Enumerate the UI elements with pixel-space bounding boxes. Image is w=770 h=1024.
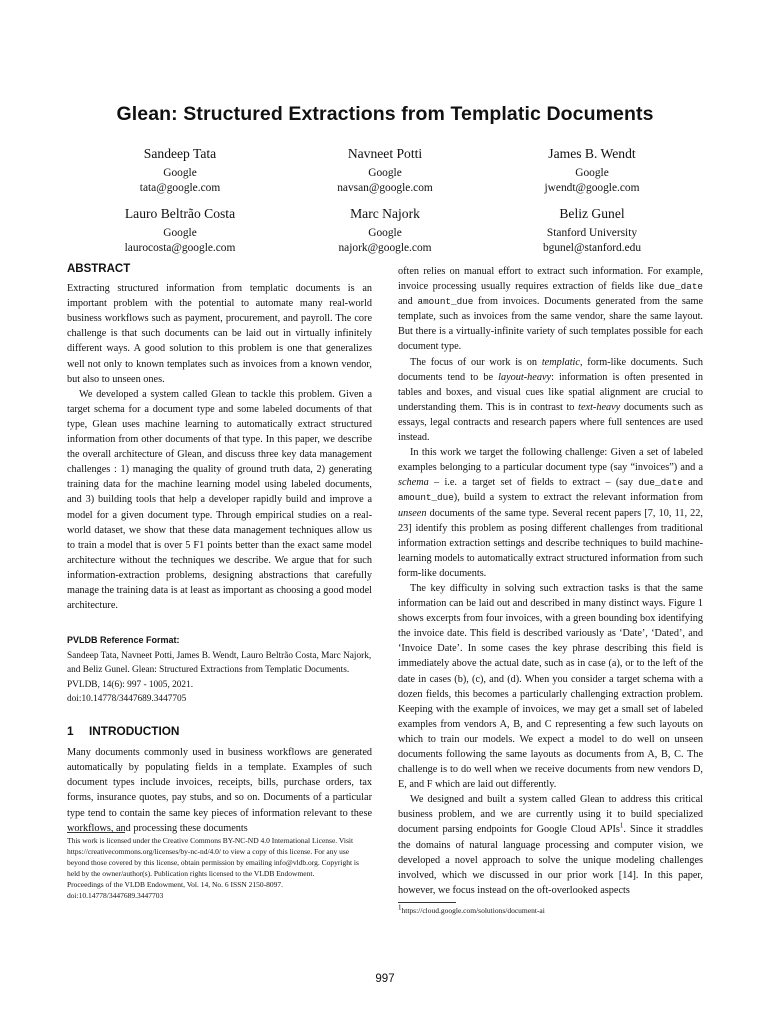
section-title: INTRODUCTION bbox=[89, 724, 180, 739]
author-affiliation: Google bbox=[163, 167, 197, 179]
body-paragraph: The focus of our work is on templatic, form-like documents. Such documents tend to be layout-heavy: information is often presented in tables and boxes, and visual cues like spatial alignment are crucial to understanding them. This is in contrast to text-heavy documents such as essays, legal contracts and research papers where full sentences are used instead. bbox=[398, 356, 703, 444]
author-name: Sandeep Tata bbox=[143, 146, 217, 161]
proceedings-text: Proceedings of the VLDB Endowment, Vol. 14, No. 6 ISSN 2150-8097. bbox=[67, 880, 284, 889]
author-name: Marc Najork bbox=[350, 206, 420, 221]
author-name: Beliz Gunel bbox=[559, 206, 625, 221]
code-snippet: amount_due bbox=[398, 492, 454, 504]
left-column bbox=[67, 262, 372, 836]
author-email[interactable]: jwendt@google.com bbox=[544, 182, 640, 194]
author-email[interactable]: navsan@google.com bbox=[337, 182, 433, 194]
vldb-reference-citation: Sandeep Tata, Navneet Potti, James B. Wendt, Lauro Beltrão Costa, Marc Najork, and Beliz Gunel. Glean: Structured Extractions from Templatic Documents. PVLDB, 14(6): 997 - 1005, 2021. bbox=[67, 651, 372, 690]
author-block bbox=[492, 206, 692, 257]
author-email[interactable]: bgunel@stanford.edu bbox=[542, 242, 642, 254]
paper-title: Glean: Structured Extractions from Templatic Documents bbox=[116, 103, 654, 125]
emphasis: layout-heavy bbox=[498, 371, 552, 383]
emphasis: schema bbox=[398, 477, 429, 489]
author-block bbox=[80, 206, 280, 257]
abstract-paragraph: Extracting structured information from templatic documents is an important problem with the potential to automate many real-world business workflows such as payment, procurement, and payroll. The core challenge is that such documents can be laid out in virtually infinitely different ways. A good solution to this problem is one that generalizes well not only to known templates such as invoices from a known vendor, but also to unseen ones. bbox=[67, 283, 372, 385]
body-paragraph: In this work we target the following challenge: Given a set of labeled examples belonging to a particular document type (say “invoices”) and a schema – i.e. a target set of fields to extract – (say due_date and amount_due), build a system to extract the relevant information from unseen documents of the same type. Several recent papers [7, 10, 11, 22, 23] identify this problem as posing different challenges from traditional information extraction settings and describe techniques to build machine-learning models to automatically extract structured information from such form-like documents. bbox=[398, 447, 703, 579]
right-column bbox=[398, 264, 703, 898]
vldb-reference-text bbox=[67, 649, 372, 706]
vldb-reference-doi[interactable]: doi:10.14778/3447689.3447705 bbox=[67, 693, 187, 704]
body-paragraph: often relies on manual effort to extract such information. For example, invoice processing usually requires extraction of fields like due_date and amount_due from invoices. Documents generated from the same template, such as invoices from the same vendor, share the same layout. But there is a virtually-infinite variety of such templates possible for each document type. bbox=[398, 266, 703, 353]
footnote-marker[interactable]: 1 bbox=[619, 822, 624, 831]
footnote-mark: 1 bbox=[398, 903, 402, 912]
author-name: Lauro Beltrão Costa bbox=[124, 206, 236, 221]
code-snippet: due_date bbox=[658, 281, 703, 293]
author-email[interactable]: laurocosta@google.com bbox=[124, 242, 236, 254]
author-email[interactable]: tata@google.com bbox=[139, 182, 221, 194]
footnote-rule bbox=[398, 902, 456, 903]
author-block bbox=[492, 146, 692, 197]
abstract-paragraph: We developed a system called Glean to tackle this problem. Given a target schema for a document type and some labeled documents of that type, Glean uses machine learning to automatically extract structured information from other documents of that type. In this paper, we describe the overall architecture of Glean, and discuss three key data management challenges : 1) managing the quality of ground truth data, 2) generating training data for the machine learning model using labeled documents, and 3) building tools that help a developer rapidly build and improve a model for a given document type. Through empirical studies on a real-world dataset, we show that these data management techniques allow us to train a model that is over 5 F1 points better than the exact same model architecture without the techniques we describe. We argue that for such information-extraction problems, designing abstractions that carefully manage the training data is at least as important as choosing a good model architecture. bbox=[67, 388, 372, 612]
emphasis: unseen bbox=[398, 507, 427, 519]
author-affiliation: Google bbox=[163, 227, 197, 239]
vldb-reference-heading: PVLDB Reference Format: bbox=[67, 635, 180, 646]
body-paragraph: The key difficulty in solving such extraction tasks is that the same information can be laid out and described in many distinct ways. Figure 1 shows excerpts from four invoices, with a green bounding box identifying the invoice date. This field is described variously as ‘Date’, ‘Dated’, and ‘Invoice Date’. In some cases the key phrase describing this field is immediately above the actual date, such as in case (a), or to the left of the date in cases (b), (c), and (d). When you consider a target schema with a dozen fields, this becomes a particularly challenging extraction problem. Keeping with the example of invoices, we may get a small set of labeled examples from vendors A, B, and C representing a few such layouts on which to train our models. We expect a model to do well on unseen documents following the same layouts as documents from A, B, C. The challenge is to do well when we receive documents from new vendors D, E, and F which are laid out differently. bbox=[398, 582, 703, 791]
code-snippet: due_date bbox=[638, 477, 683, 489]
intro-paragraph: Many documents commonly used in business workflows are generated automatically by populating fields in a template. Examples of such document types include invoices, receipts, bills, purchase orders, tax forms, insurance quotes, pay stubs, and so on. Documents of a particular type tend to contain the same key pieces of information relevant to these workflows, and processing these documents bbox=[67, 747, 372, 834]
body-paragraph: We designed and built a system called Glean to address this critical business problem, and we are currently using it to build specialized document parsing endpoints for Google Cloud APIs$^1$. Since it straddles the domains of natural language processing and computer vision, we developed a novel approach to solve the unique modeling challenges involved, which we discussed in our prior work [14]. In this paper, however, we focus instead on the oft-overlooked aspects bbox=[398, 794, 704, 896]
abstract-heading: ABSTRACT bbox=[67, 263, 131, 275]
author-block bbox=[80, 146, 280, 197]
license-footnote bbox=[67, 835, 372, 901]
section-number: 1 bbox=[67, 724, 74, 739]
section-heading bbox=[67, 724, 372, 739]
url-footnote bbox=[398, 905, 698, 916]
author-name: James B. Wendt bbox=[548, 146, 636, 161]
author-block bbox=[285, 206, 485, 257]
code-snippet: amount_due bbox=[417, 296, 474, 308]
license-doi[interactable]: doi:10.14778/3447689.3447703 bbox=[67, 891, 164, 900]
page-number: 997 bbox=[375, 973, 395, 985]
footnote-rule bbox=[67, 832, 125, 833]
author-affiliation: Google bbox=[575, 167, 609, 179]
author-block bbox=[285, 146, 485, 197]
author-email[interactable]: najork@google.com bbox=[338, 242, 432, 254]
author-affiliation: Google bbox=[368, 227, 402, 239]
author-affiliation: Google bbox=[368, 167, 402, 179]
license-text: This work is licensed under the Creative Commons BY-NC-ND 4.0 International License. Visit https://creativecommons.org/licenses/by-nc-nd/4.0/ to view a copy of this license. For any use beyond those covered by this license, obtain permission by emailing info@vldb.org. Copyright is held by the owner/author(s). Publication rights licensed to the VLDB Endowment. bbox=[67, 836, 359, 878]
footnote-url[interactable]: https://cloud.google.com/solutions/document-ai bbox=[401, 906, 545, 915]
emphasis: text-heavy bbox=[578, 401, 621, 413]
author-name: Navneet Potti bbox=[347, 146, 423, 161]
emphasis: templatic bbox=[541, 356, 580, 368]
author-affiliation: Stanford University bbox=[546, 227, 638, 239]
